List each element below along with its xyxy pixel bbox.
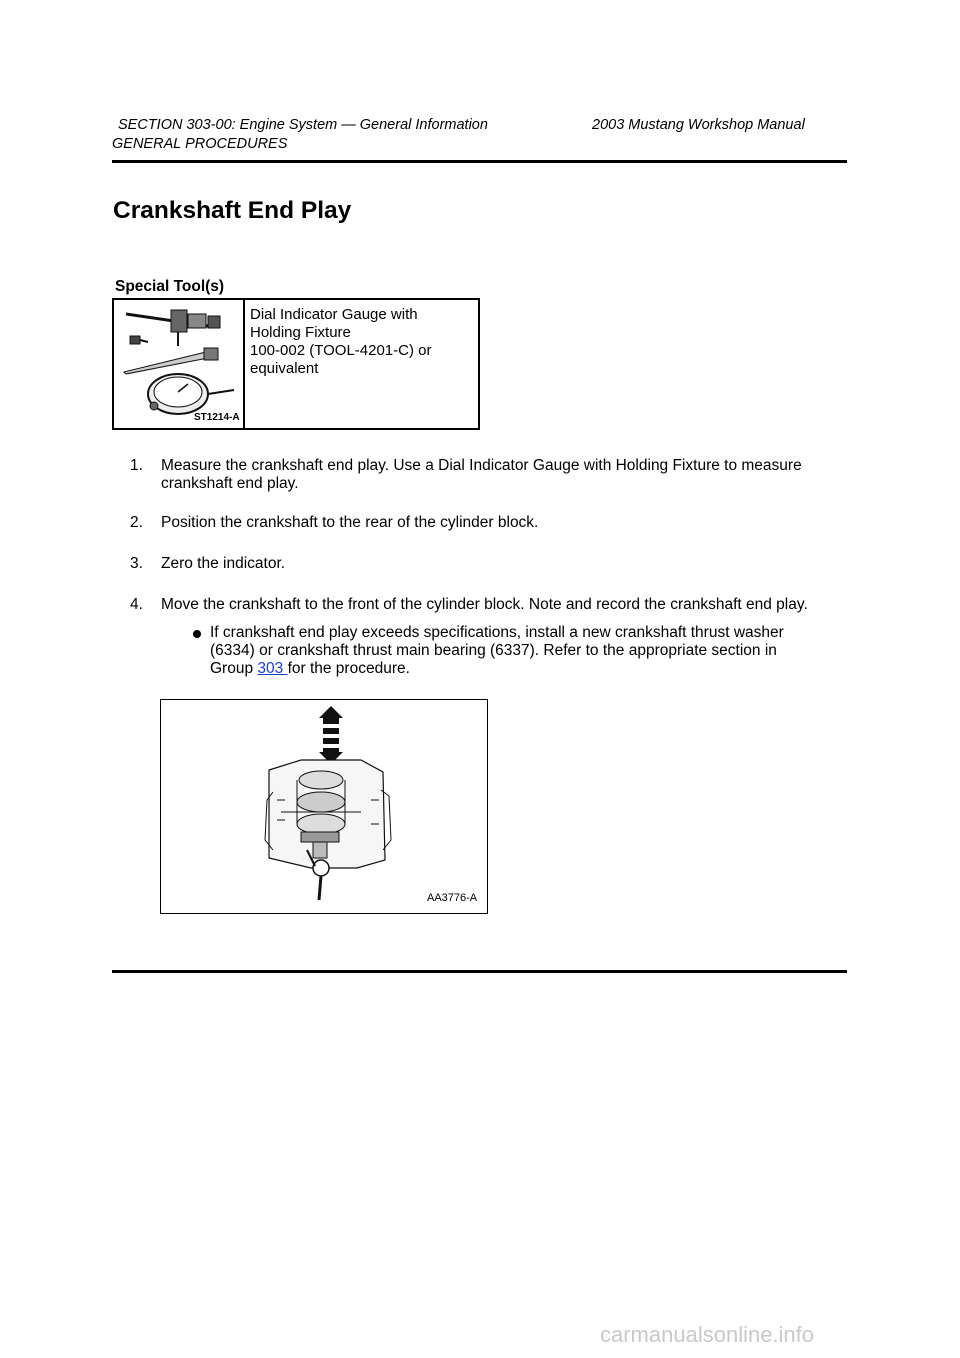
step-line: Measure the crankshaft end play. Use a Dial Indicator Gauge with Holding Fixture to measure <box>161 457 802 474</box>
figure-code: AA3776-A <box>427 892 478 904</box>
tool-line: equivalent <box>250 360 319 377</box>
step-number: 2. <box>130 514 143 531</box>
crankshaft-figure <box>160 699 488 914</box>
header-rule <box>112 160 847 163</box>
step-number: 4. <box>130 596 143 613</box>
tool-description <box>250 306 431 378</box>
header-category: GENERAL PROCEDURES <box>112 136 288 152</box>
tool-image-code: ST1214-A <box>194 412 240 423</box>
bullet-text-prefix: Group <box>210 660 258 677</box>
engine-block-illustration <box>161 700 487 913</box>
tool-line: 100-002 (TOOL-4201-C) or <box>250 342 432 359</box>
step-number: 3. <box>130 555 143 572</box>
tool-line: Holding Fixture <box>250 324 351 341</box>
bullet-line: If crankshaft end play exceeds specifications, install a new crankshaft thrust washer <box>210 624 784 641</box>
step-text <box>161 457 802 493</box>
special-tools-table <box>112 298 480 430</box>
step-text: Zero the indicator. <box>161 555 286 572</box>
bullet-icon <box>193 630 201 638</box>
dial-indicator-tool-illustration <box>116 302 242 426</box>
tool-line: Dial Indicator Gauge with <box>250 306 418 323</box>
watermark: carmanualsonline.info <box>600 1322 815 1347</box>
table-divider <box>243 300 245 428</box>
bullet-line: (6334) or crankshaft thrust main bearing (6337). Refer to the appropriate section in <box>210 642 777 659</box>
step-text: Position the crankshaft to the rear of the cylinder block. <box>161 514 539 531</box>
footer-rule <box>112 970 847 973</box>
step-number: 1. <box>130 457 143 474</box>
bullet-text <box>210 624 784 678</box>
header-section: SECTION 303-00: Engine System — General Information <box>118 117 488 133</box>
group-303-link[interactable]: 303 <box>257 660 288 677</box>
step-line: crankshaft end play. <box>161 475 299 492</box>
header-manual-title: 2003 Mustang Workshop Manual <box>592 117 805 133</box>
page-title: Crankshaft End Play <box>113 197 352 224</box>
special-tools-heading: Special Tool(s) <box>115 278 225 295</box>
bullet-line <box>210 660 784 678</box>
bullet-text-suffix: for the procedure. <box>287 660 410 677</box>
step-text: Move the crankshaft to the front of the cylinder block. Note and record the crankshaft end play. <box>161 596 808 613</box>
